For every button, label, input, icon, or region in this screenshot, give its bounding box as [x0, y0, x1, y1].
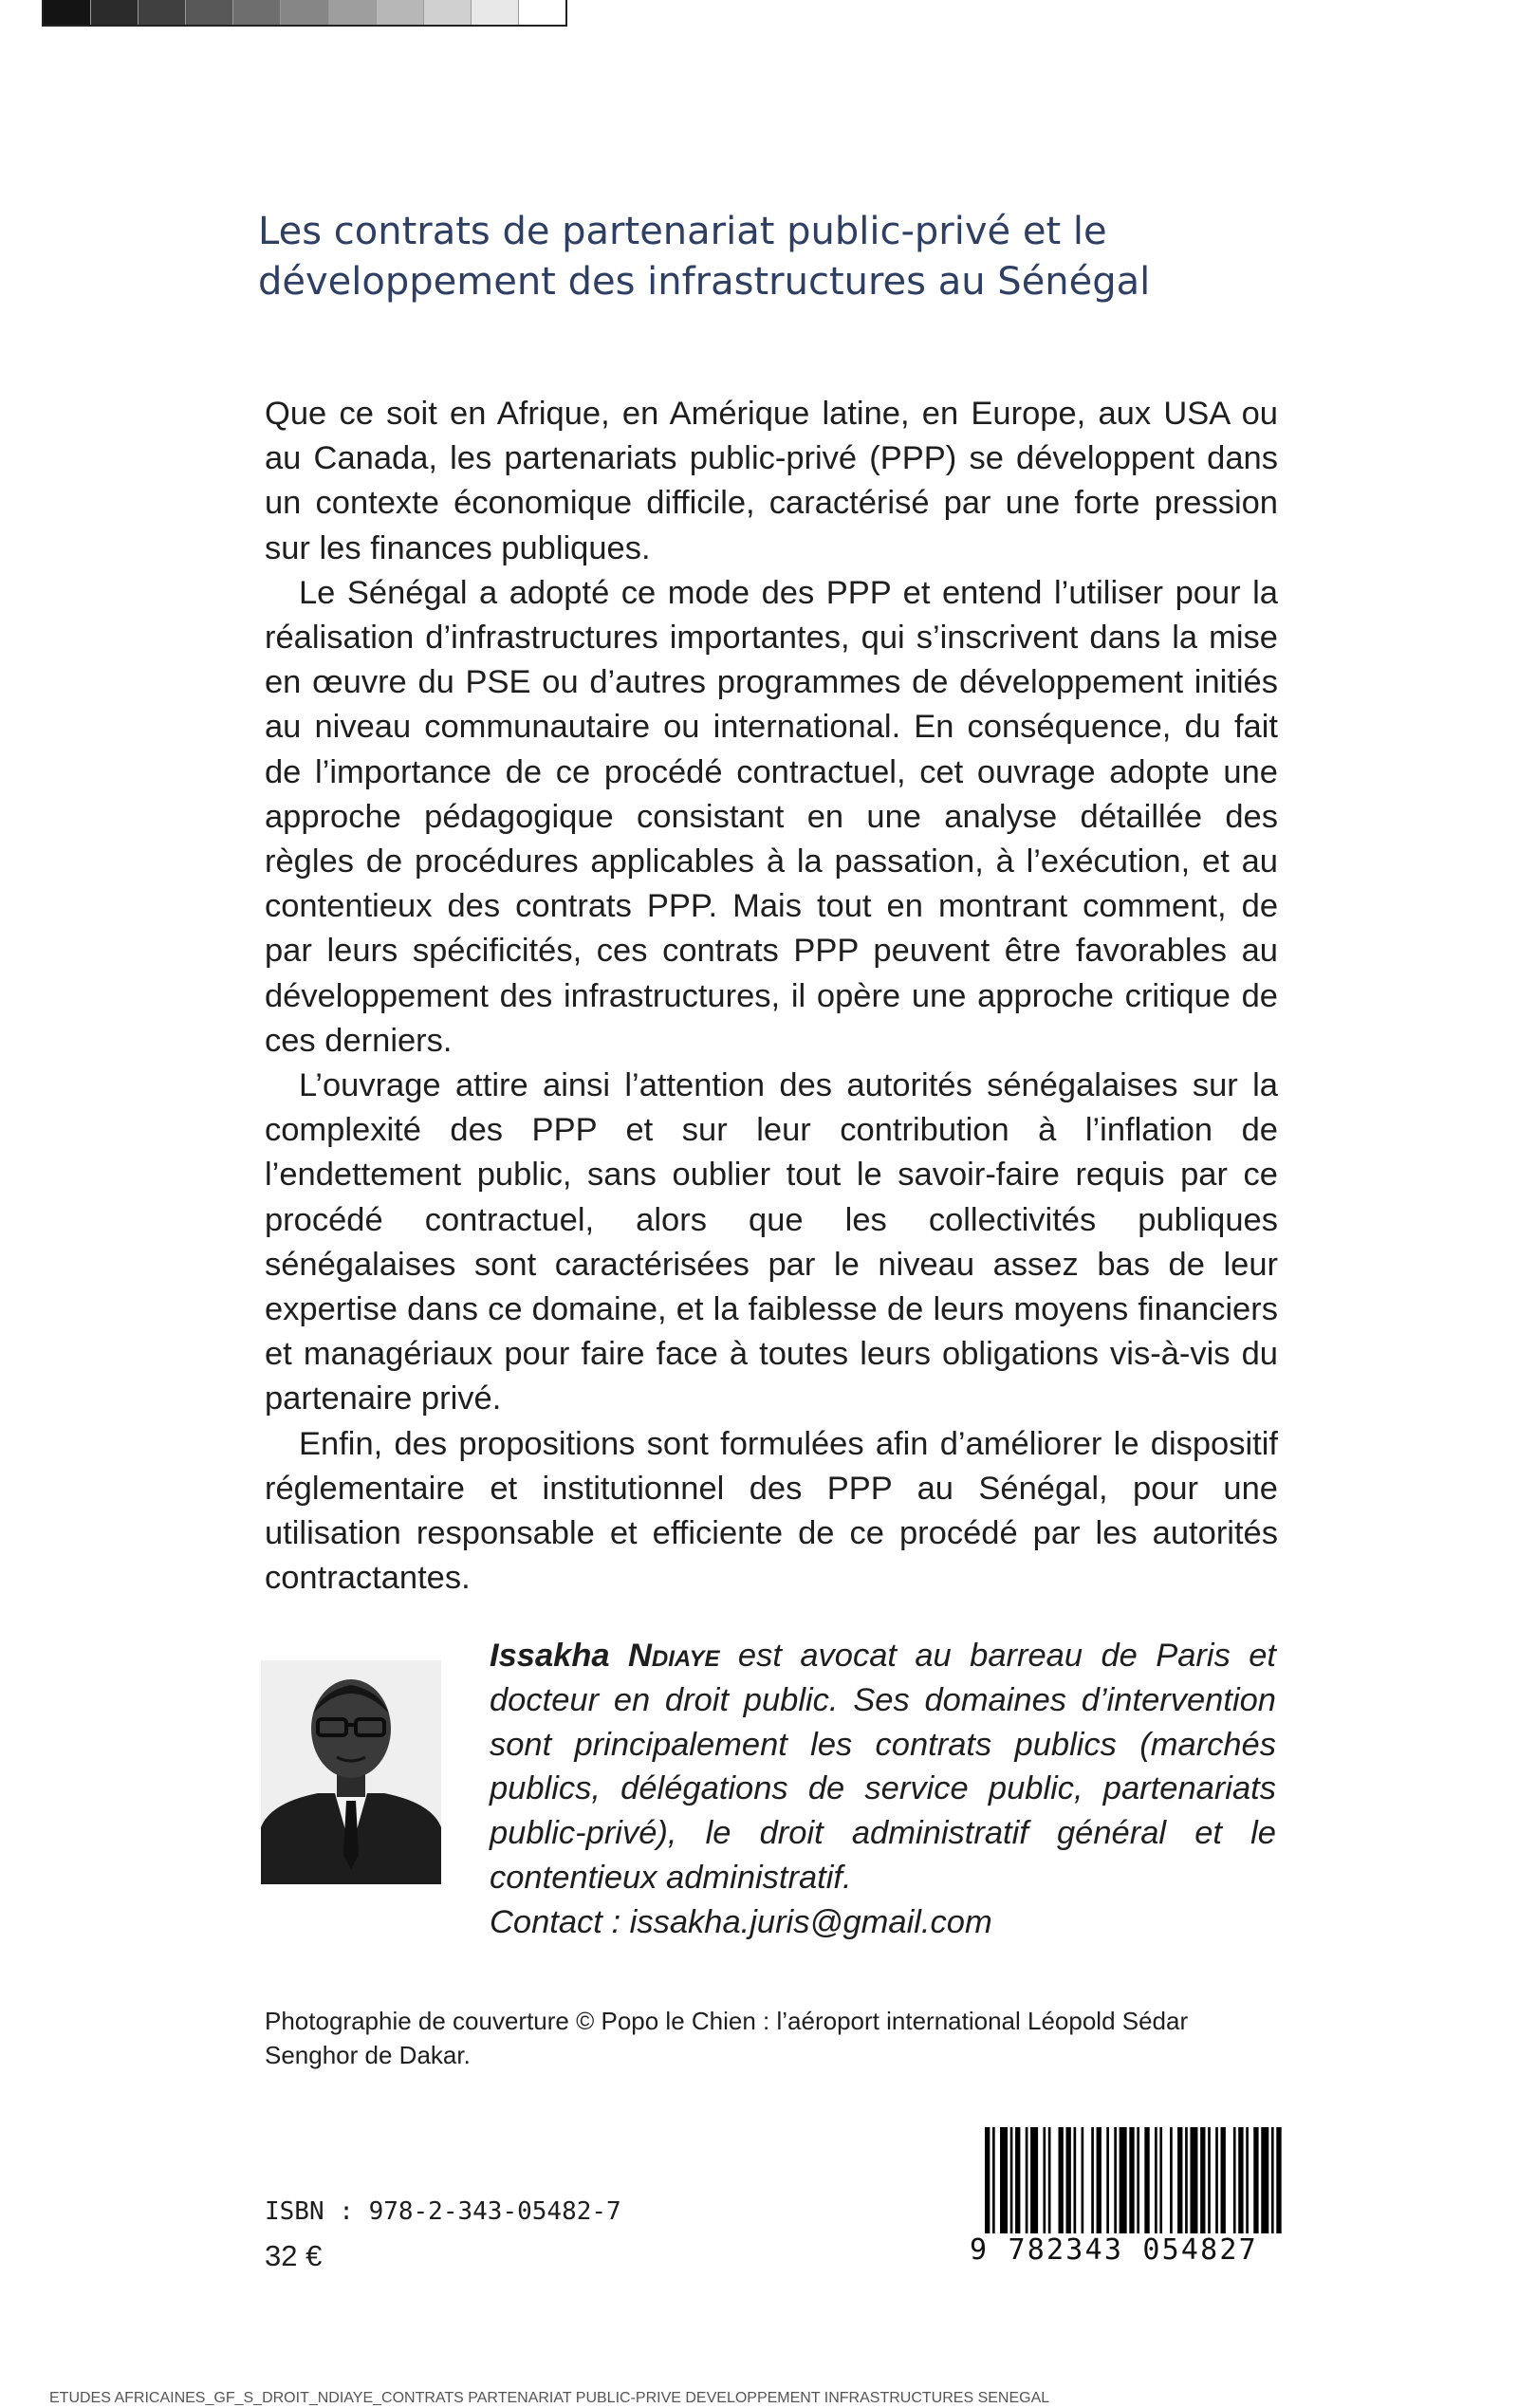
- author-photo: [261, 1660, 441, 1884]
- book-title: [258, 207, 1302, 307]
- barcode-bar: [1159, 2127, 1162, 2233]
- barcode-bar: [1253, 2127, 1258, 2233]
- barcode-bar: [1215, 2127, 1218, 2233]
- barcode-icon: [985, 2127, 1287, 2233]
- barcode-bar: [1030, 2127, 1038, 2233]
- barcode-bar: [1048, 2127, 1051, 2233]
- barcode-bar: [1015, 2127, 1020, 2233]
- barcode-bar: [1271, 2127, 1274, 2233]
- barcode-digits: 9 782343 054827: [970, 2233, 1258, 2267]
- barcode-bar: [1091, 2127, 1094, 2233]
- barcode-bar: [1190, 2127, 1197, 2233]
- barcode-bar: [1114, 2127, 1117, 2233]
- barcode-bar: [1233, 2127, 1236, 2233]
- barcode-bar: [1120, 2127, 1127, 2233]
- barcode-bar: [1144, 2127, 1149, 2233]
- barcode-bar: [1066, 2127, 1071, 2233]
- spine-text: ETUDES AFRICAINES_GF_S_DROIT_NDIAYE_CONTRATS PARTENARIAT PUBLIC-PRIVE DEVELOPPEMENT INFRASTRUCTURES SENEGAL: [49, 2390, 1050, 2406]
- barcode-bar: [1238, 2127, 1243, 2233]
- author-first-name: Issakha: [490, 1638, 610, 1674]
- author-last-name: Ndiaye: [628, 1638, 720, 1674]
- barcode-bar: [1137, 2127, 1139, 2233]
- barcode-bar: [1082, 2127, 1084, 2233]
- author-contact: Contact : issakha.juris@gmail.com: [490, 1903, 992, 1940]
- back-cover-summary: [265, 392, 1278, 1601]
- barcode-bar: [1276, 2127, 1281, 2233]
- author-portrait-icon: [261, 1660, 441, 1884]
- barcode-bar: [1221, 2127, 1226, 2233]
- book-title-line-2: développement des infrastructures au Sénégal: [258, 260, 1151, 304]
- print-calibration-bar: [42, 0, 567, 27]
- barcode-bar: [1106, 2127, 1109, 2233]
- barcode-bar: [1177, 2127, 1182, 2233]
- barcode-bar: [1010, 2127, 1013, 2233]
- barcode-bar: [1129, 2127, 1134, 2233]
- barcode-bar: [1043, 2127, 1046, 2233]
- author-bio: [490, 1634, 1276, 1945]
- photo-credit: Photographie de couverture © Popo le Chien : l’aéroport international Léopold Sédar Senghor de Dakar.: [265, 2007, 1189, 2069]
- barcode-bar: [1097, 2127, 1101, 2233]
- barcode-bar: [1208, 2127, 1211, 2233]
- author-bio-text: est avocat au barreau de Paris et docteur en droit public. Ses domaines d’intervention sont principalement les contrats publics (marchés publics, délégations de service public, partenariats public-privé), le droit administratif général et le contentieux administratif.: [490, 1638, 1276, 1896]
- barcode-bar: [1155, 2127, 1157, 2233]
- barcode-bar: [1185, 2127, 1188, 2233]
- summary-paragraph: Que ce soit en Afrique, en Amérique latine, en Europe, aux USA ou au Canada, les partenariats public-privé (PPP) se développent dans un contexte économique difficile, caractérisé par une forte pression sur les finances publiques.: [265, 396, 1278, 566]
- summary-paragraph: Le Sénégal a adopté ce mode des PPP et entend l’utiliser pour la réalisation d’infrastructures importantes, qui s’inscrivent dans la mise en œuvre du PSE ou d’autres programmes de développement initiés au niveau communautaire ou international. En conséquence, du fait de l’importance de ce procédé contractuel, cet ouvrage adopte une approche pédagogique consistant en une analyse détaillée des règles de procédures applicables à la passation, à l’exécution, et au contentieux des contrats PPP. Mais tout en montrant comment, de par leurs spécificités, ces contrats PPP peuvent être favorables au développement des infrastructures, il opère une approche critique de ces derniers.: [265, 574, 1278, 1059]
- barcode-bar: [992, 2127, 995, 2233]
- barcode-bar: [1000, 2127, 1008, 2233]
- barcode-bar: [1261, 2127, 1268, 2233]
- book-title-line-1: Les contrats de partenariat public-privé et le: [258, 210, 1107, 253]
- barcode-bar: [1246, 2127, 1249, 2233]
- summary-paragraph: Enfin, des propositions sont formulées afin d’améliorer le dispositif réglementaire et institutionnel des PPP au Sénégal, pour une utilisation responsable et efficiente de ce procédé par les autorités contractantes.: [265, 1425, 1278, 1597]
- barcode-bar: [1074, 2127, 1077, 2233]
- summary-paragraph: L’ouvrage attire ainsi l’attention des autorités sénégalaises sur la complexité des PPP et sur leur contribution à l’inflation de l’endettement public, sans oublier tout le savoir-faire requis par ce procédé contractuel, alors que les collectivités publiques sénégalaises sont caractérisées par le niveau assez bas de leur expertise dans ce domaine, et la faiblesse de leurs moyens financiers et managériaux pour faire face à toutes leurs obligations vis-à-vis du partenaire privé.: [265, 1067, 1278, 1417]
- barcode-bar: [1170, 2127, 1173, 2233]
- price: 32 €: [265, 2239, 323, 2272]
- barcode-bar: [1200, 2127, 1205, 2233]
- isbn: ISBN : 978-2-343-05482-7: [265, 2197, 621, 2226]
- barcode-bar: [1058, 2127, 1063, 2233]
- barcode-bar: [1026, 2127, 1028, 2233]
- barcode-bar: [985, 2127, 990, 2233]
